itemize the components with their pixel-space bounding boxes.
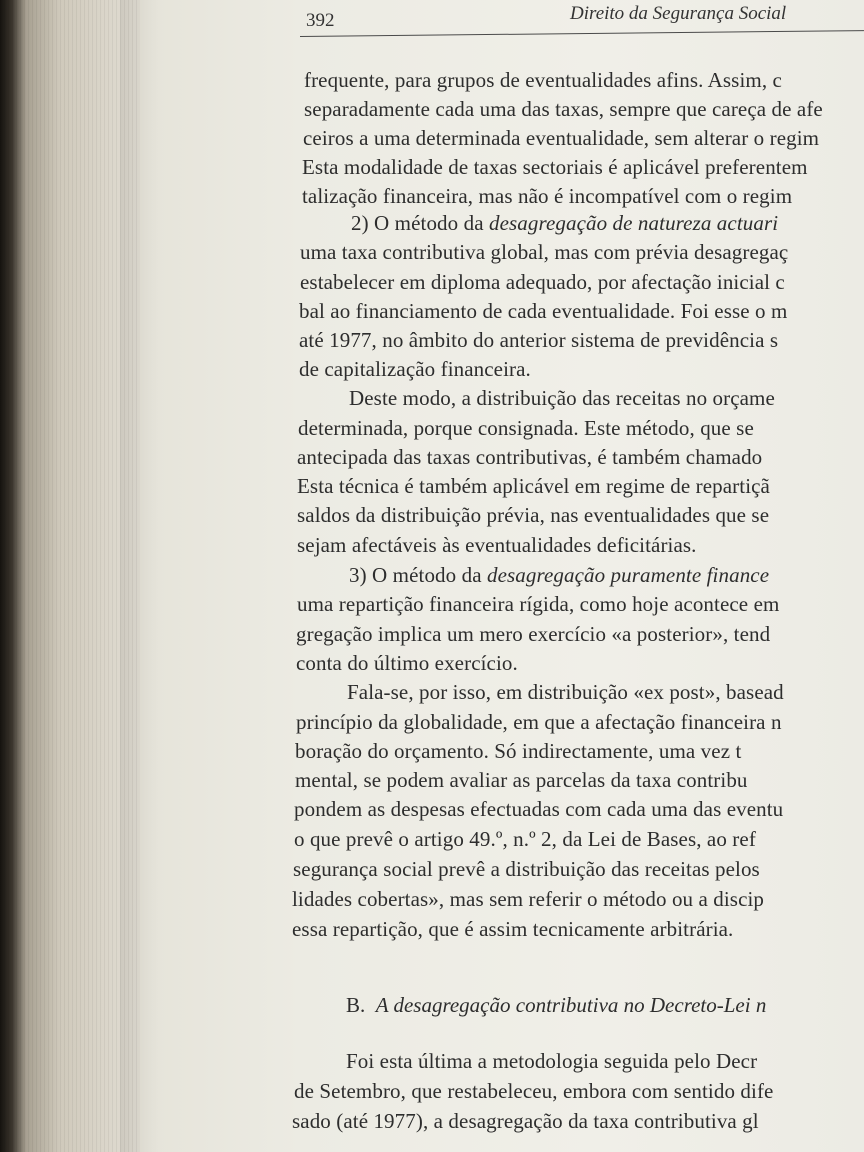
text-line	[302, 155, 808, 180]
text-line	[300, 270, 785, 295]
line-text: estabelecer em diploma adequado, por afectação inicial c	[300, 270, 785, 294]
line-text: até 1977, no âmbito do anterior sistema de previdência s	[299, 328, 779, 352]
line-text: boração do orçamento. Só indirectamente, uma vez t	[295, 739, 742, 763]
line-text: gregação implica um mero exercício «a posterior», tend	[296, 622, 771, 646]
running-head: Direito da Segurança Social	[570, 3, 787, 24]
line-text: separadamente cada uma das taxas, sempre que careça de afe	[304, 97, 823, 121]
text-line	[299, 299, 787, 324]
line-text: lidades cobertas», mas sem referir o método ou a discip	[292, 887, 765, 911]
line-text: 2) O método da	[351, 211, 489, 235]
section-heading	[346, 993, 766, 1018]
line-text: sejam afectáveis às eventualidades deficitárias.	[297, 533, 697, 557]
line-text: bal ao financiamento de cada eventualidade. Foi esse o m	[299, 299, 788, 323]
line-text: frequente, para grupos de eventualidades afins. Assim, c	[304, 68, 782, 92]
line-text: Deste modo, a distribuição das receitas no orçame	[349, 386, 775, 410]
section-heading-number: B.	[346, 993, 366, 1017]
text-line	[294, 797, 783, 822]
line-text: de capitalização financeira.	[299, 357, 531, 381]
line-text: essa repartição, que é assim tecnicamente arbitrária.	[292, 917, 734, 941]
text-line	[347, 680, 784, 705]
line-text: talização financeira, mas não é incompatível com o regim	[302, 184, 793, 208]
text-line	[297, 445, 762, 470]
line-text: uma taxa contributiva global, mas com prévia desagregaç	[300, 240, 789, 264]
line-text: uma repartição financeira rígida, como hoje acontece em	[297, 592, 780, 616]
line-text: conta do último exercício.	[296, 651, 518, 675]
line-text: Foi esta última a metodologia seguida pelo Decr	[346, 1049, 758, 1073]
italic-phrase: desagregação de natureza actuari	[488, 211, 779, 235]
line-text: sado (até 1977), a desagregação da taxa contributiva gl	[292, 1109, 759, 1133]
line-text: segurança social prevê a distribuição das receitas pelos	[293, 857, 760, 881]
text-line	[299, 357, 531, 382]
text-line	[300, 240, 788, 265]
line-text: antecipada das taxas contributivas, é também chamado	[297, 445, 763, 469]
text-line	[296, 651, 518, 676]
text-line	[296, 710, 782, 735]
text-line	[304, 68, 782, 93]
line-text: saldos da distribuição prévia, nas eventualidades que se	[297, 503, 770, 527]
line-text: mental, se podem avaliar as parcelas da taxa contribu	[295, 768, 748, 792]
text-line	[292, 917, 733, 942]
section-heading-title: A desagregação contributiva no Decreto-Lei n	[375, 993, 767, 1017]
text-line	[298, 416, 754, 441]
text-line	[297, 503, 769, 528]
line-text: Esta modalidade de taxas sectoriais é aplicável preferentem	[302, 155, 808, 179]
line-text: o que prevê o artigo 49.º, n.º 2, da Lei de Bases, ao ref	[294, 827, 756, 851]
text-line	[349, 563, 769, 588]
line-text: ceiros a uma determinada eventualidade, sem alterar o regim	[303, 126, 820, 150]
line-text: Esta técnica é também aplicável em regime de repartiçã	[297, 474, 770, 498]
text-line	[297, 533, 697, 558]
line-text: princípio da globalidade, em que a afectação financeira n	[296, 710, 782, 734]
text-line	[297, 474, 770, 499]
text-line	[302, 184, 792, 209]
text-line	[294, 827, 756, 852]
line-text: pondem as despesas efectuadas com cada uma das eventu	[294, 797, 784, 821]
text-line	[299, 328, 778, 353]
line-text: Fala-se, por isso, em distribuição «ex post», basead	[347, 680, 784, 704]
line-text: determinada, porque consignada. Este método, que se	[298, 416, 754, 440]
text-line	[297, 592, 779, 617]
text-line	[296, 622, 770, 647]
text-line	[295, 739, 741, 764]
line-text: 3) O método da	[349, 563, 487, 587]
text-line	[303, 126, 819, 151]
header-rule	[300, 30, 864, 37]
text-line	[292, 1109, 759, 1134]
text-line	[295, 768, 748, 793]
text-line	[351, 211, 778, 236]
text-line	[294, 1079, 773, 1104]
italic-phrase: desagregação puramente finance	[486, 563, 770, 587]
text-line	[304, 97, 823, 122]
page-number: 392	[306, 10, 335, 31]
text-line	[346, 1049, 757, 1074]
line-text: de Setembro, que restabeleceu, embora com sentido dife	[294, 1079, 774, 1103]
text-line	[349, 386, 775, 411]
text-line	[292, 887, 764, 912]
text-line	[293, 857, 760, 882]
